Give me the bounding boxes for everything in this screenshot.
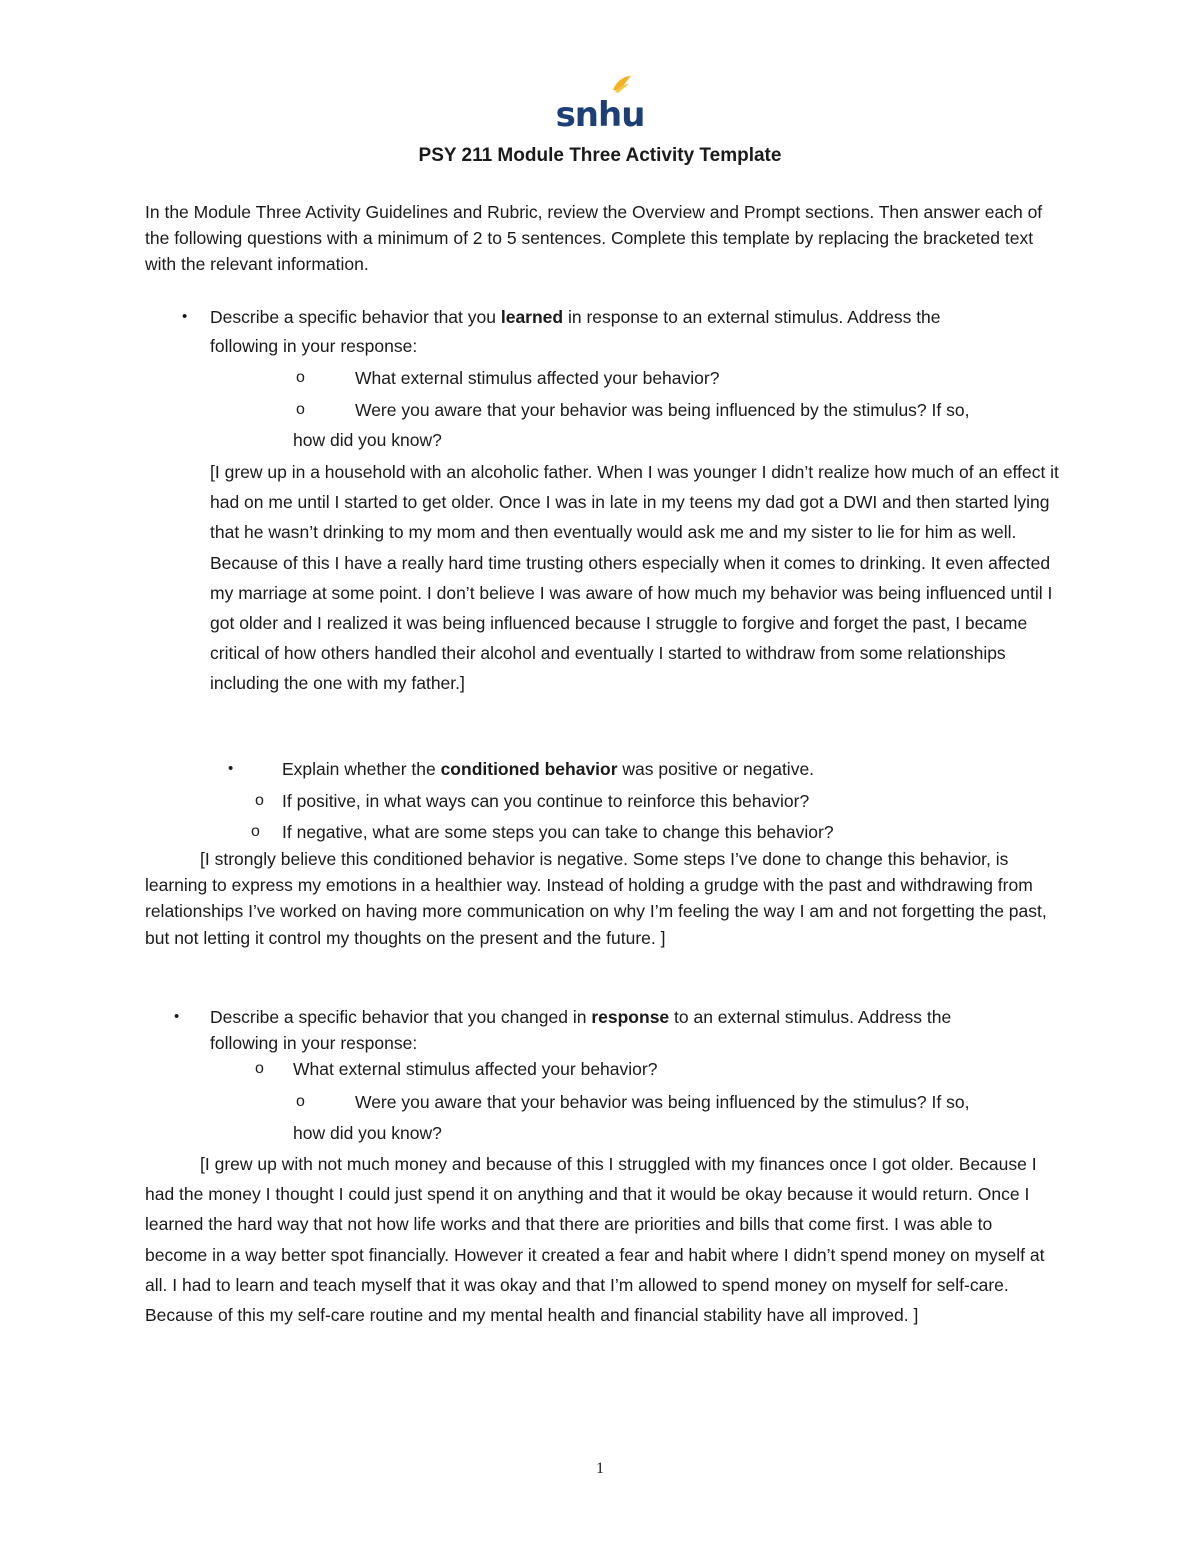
q1-prompt-bold: learned [500,307,564,327]
q3-sub1: What external stimulus affected your behavior? [293,1059,658,1079]
q3-answer: [I grew up with not much money and because of this I struggled with my finances once I got older. Because I had the money I thought I could just spend it on anything and that it would be okay because it would return. Once I learned the hard way that not how life works and that there are priorities and bills that come first. I was able to become in a way better spot financially. However it created a fear and habit where I didn’t spend money on myself at all. I had to learn and teach myself that it was okay and that I’m allowed to spend money on myself for self-care. Because of this my self-care routine and my mental health and financial stability have all improved. ] [145,1154,1045,1326]
q3-sub2-line2: how did you know? [293,1123,442,1143]
bullet-q2: • [228,760,234,777]
q2-answer: [I strongly believe this conditioned behavior is negative. Some steps I’ve done to change this behavior, is learning to express my emotions in a healthier way. Instead of holding a grudge with the past and withdrawing from relationships I’ve worked on having more communication on why I’m feeling the way I am and not forgetting the past, but not letting it control my thoughts on the present and the future. ] [145,849,1047,948]
snhu-logo-graphic [555,74,645,132]
q1-prompt-line1 [210,304,1060,330]
q2-sub1: If positive, in what ways can you continue to reinforce this behavior? [282,791,810,811]
q2-prompt-bold: conditioned behavior [440,759,618,779]
q3-prompt-line2: following in your response: [210,1033,418,1053]
q1-sub1: What external stimulus affected your behavior? [355,368,720,388]
q1-sub2-line2: how did you know? [293,430,442,450]
q3-prompt-pre: Describe a specific behavior that you changed in [210,1007,592,1027]
q1-sub2-line1: Were you aware that your behavior was being influenced by the stimulus? If so, [355,400,970,420]
q1-answer: [I grew up in a household with an alcoholic father. When I was younger I didn’t realize how much of an effect it had on me until I started to get older. Once I was in late in my teens my dad got a DWI and then started lying that he wasn’t drinking to my mom and then eventually would ask me and my sister to lie for him as well. Because of this I have a really hard time trusting others especially when it comes to drinking. It even affected my marriage at some point. I don’t believe I was aware of how much my behavior was being influenced until I got older and I realized it was being influenced because I struggle to forgive and forget the past, I became critical of how others handled their alcohol and eventually I started to withdraw from some relationships including the one with my father.] [210,462,1059,694]
q3-sub2-line1: Were you aware that your behavior was being influenced by the stimulus? If so, [355,1092,970,1112]
q2-sub2: If negative, what are some steps you can take to change this behavior? [282,822,834,842]
document-title: PSY 211 Module Three Activity Template [418,145,782,166]
bullet-q1: • [182,308,188,325]
intro-paragraph: In the Module Three Activity Guidelines and Rubric, review the Overview and Prompt sections. Then answer each of the following questions with a minimum of 2 to 5 sentences. Complete this template by replacing the bracketed text with the relevant information. [145,202,1043,274]
q3-prompt-bold: response [591,1007,670,1027]
page-number: 1 [596,1460,604,1477]
q2-prompt-post: was positive or negative. [617,759,815,779]
q2-sub1-marker: o [255,792,264,809]
q2-prompt [282,756,814,782]
bullet-q3: • [174,1008,180,1025]
logo-wordmark: snhu [555,95,645,132]
q1-prompt-pre: Describe a specific behavior that you [210,307,501,327]
q3-sub1-marker: o [255,1060,264,1077]
q3-prompt-line1 [210,1004,1060,1030]
q1-prompt-line2: following in your response: [210,336,418,356]
q2-sub2-marker: o [251,823,260,840]
q1-sub2-marker: o [296,401,305,418]
q3-sub2-marker: o [296,1093,305,1110]
q2-prompt-pre: Explain whether the [282,759,441,779]
q1-prompt-post: in response to an external stimulus. Address the [563,307,941,327]
snhu-logo [555,74,645,132]
q3-prompt-post: to an external stimulus. Address the [669,1007,952,1027]
q1-sub1-marker: o [296,369,305,386]
